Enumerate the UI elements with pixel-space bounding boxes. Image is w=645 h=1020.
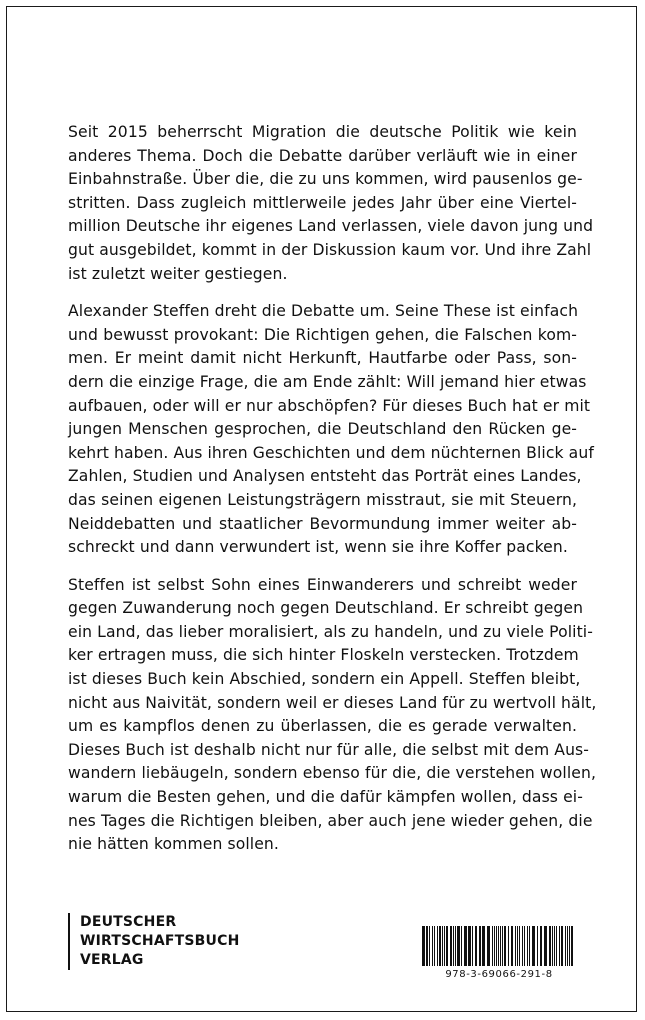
text-line: ist zuletzt weiter gestiegen. (68, 264, 288, 283)
barcode-bar (522, 926, 523, 966)
text-line: um es kampflos denen zu überlassen, die es gerade verwalten. (68, 717, 577, 736)
barcode-bar (461, 926, 462, 966)
text-line: wandern liebäugeln, sondern ebenso für die, die verstehen wollen, (68, 764, 597, 783)
barcode-bar (429, 926, 430, 966)
barcode-bar (468, 926, 471, 966)
barcode-bar (496, 926, 497, 966)
barcode-bar (498, 926, 499, 966)
barcode-icon (420, 926, 578, 966)
barcode-bar (517, 926, 518, 966)
text-line: schreckt und dann verwundert ist, wenn sie ihre Koffer packen. (68, 538, 568, 557)
blurb-paragraph-3 (68, 574, 597, 857)
barcode-bar (529, 926, 530, 966)
publisher-line-3: VERLAG (80, 952, 144, 968)
text-line: Seit 2015 beherrscht Migration die deutsche Politik wie kein (68, 123, 577, 141)
barcode-bar (549, 926, 551, 966)
barcode-bar (500, 926, 501, 966)
barcode-bar (519, 926, 520, 966)
text-line: kehrt haben. Aus ihren Geschichten und dem nüchternen Blick auf (68, 443, 594, 462)
blurb-text (68, 121, 597, 871)
barcode-bar (508, 926, 509, 966)
barcode-bar (561, 926, 563, 966)
publisher-line-2: WIRTSCHAFTSBUCH (80, 933, 240, 949)
publisher-line-1: DEUTSCHER (80, 914, 177, 930)
text-line: Einbahnstraße. Über die, die zu uns kommen, wird pausenlos ge- (68, 170, 583, 189)
text-line: men. Er meint damit nicht Herkunft, Hautfarbe oder Pass, son- (68, 349, 577, 368)
text-line: ein Land, das lieber moralisiert, als zu handeln, und zu viele Politi- (68, 622, 593, 641)
barcode-bar (422, 926, 425, 966)
text-line: Neiddebatten und staatlicher Bevormundung immer weiter ab- (68, 514, 577, 533)
text-line: und bewusst provokant: Die Richtigen gehen, die Falschen kom- (68, 325, 577, 344)
text-line: stritten. Dass zugleich mittlerweile jedes Jahr über eine Viertel- (68, 193, 577, 212)
barcode-bar (524, 926, 525, 966)
barcode-bar (455, 926, 456, 966)
text-line: gut ausgebildet, kommt in der Diskussion kaum vor. Und ihre Zahl (68, 240, 592, 259)
barcode-bar (554, 926, 555, 966)
barcode-bar (444, 926, 445, 966)
text-line: ker ertragen muss, die sich hinter Floskeln verstecken. Trotzdem (68, 646, 579, 665)
barcode-bar (527, 926, 528, 966)
text-line: Steffen ist selbst Sohn eines Einwanderers und schreibt weder (68, 575, 577, 594)
publisher-logo (68, 913, 240, 970)
barcode-bar (569, 926, 570, 966)
text-line: nes Tages die Richtigen bleiben, aber auch jene wieder gehen, die (68, 811, 593, 830)
text-line: dern die einzige Frage, die am Ende zählt: Will jemand hier etwas (68, 372, 587, 391)
barcode-bar (487, 926, 490, 966)
text-line: jungen Menschen gesprochen, die Deutschland den Rücken ge- (68, 420, 577, 439)
barcode-bar (502, 926, 503, 966)
barcode-bar (559, 926, 560, 966)
text-line: nicht aus Naivität, sondern weil er dieses Land für zu wertvoll hält, (68, 693, 597, 712)
barcode-bar (565, 926, 566, 966)
barcode-bar (453, 926, 454, 966)
barcode-bar (532, 926, 535, 966)
barcode-bar (511, 926, 513, 966)
text-line: nie hätten kommen sollen. (68, 835, 279, 854)
barcode-bar (494, 926, 495, 966)
text-line: das seinen eigenen Leistungsträgern misstraut, sie mit Steuern, (68, 490, 577, 509)
barcode-bar (540, 926, 542, 966)
barcode-bar (556, 926, 557, 966)
barcode-bar (537, 926, 538, 966)
barcode-bar (464, 926, 467, 966)
text-line: million Deutsche ihr eigenes Land verlassen, viele davon jung und (68, 217, 594, 236)
barcode-bar (426, 926, 428, 966)
barcode-bar (432, 926, 433, 966)
barcode-bar (450, 926, 452, 966)
text-line: gegen Zuwanderung noch gegen Deutschland. Er schreibt gegen (68, 599, 584, 618)
barcode-bar (434, 926, 435, 966)
barcode-bar (437, 926, 438, 966)
text-line: warum die Besten gehen, und die dafür kämpfen wollen, dass ei- (68, 788, 583, 807)
barcode-bar (482, 926, 485, 966)
blurb-paragraph-2 (68, 300, 594, 560)
barcode-bar (492, 926, 493, 966)
text-line: anderes Thema. Doch die Debatte darüber verläuft wie in einer (68, 146, 577, 165)
barcode-bar (571, 926, 573, 966)
barcode-bar (552, 926, 553, 966)
barcode (420, 926, 578, 980)
barcode-bar (457, 926, 460, 966)
text-line: ist dieses Buch kein Abschied, sondern ein Appell. Steffen bleibt, (68, 670, 581, 689)
barcode-bar (439, 926, 441, 966)
barcode-bar (544, 926, 547, 966)
barcode-bar (472, 926, 473, 966)
barcode-bar (475, 926, 477, 966)
text-line: aufbauen, oder will er nur abschöpfen? Für dieses Buch hat er mit (68, 396, 591, 415)
blurb-paragraph-1 (68, 121, 594, 286)
text-line: Zahlen, Studien und Analysen entsteht das Porträt eines Landes, (68, 467, 582, 486)
barcode-bar (446, 926, 448, 966)
barcode-bar (515, 926, 516, 966)
isbn-number: 978-3-69066-291-8 (445, 969, 553, 980)
barcode-bar (442, 926, 443, 966)
barcode-bar (567, 926, 568, 966)
barcode-bar (504, 926, 506, 966)
text-line: Dieses Buch ist deshalb nicht nur für alle, die selbst mit dem Aus- (68, 740, 590, 759)
text-line: Alexander Steffen dreht die Debatte um. Seine These ist einfach (68, 302, 579, 321)
barcode-bar (479, 926, 481, 966)
